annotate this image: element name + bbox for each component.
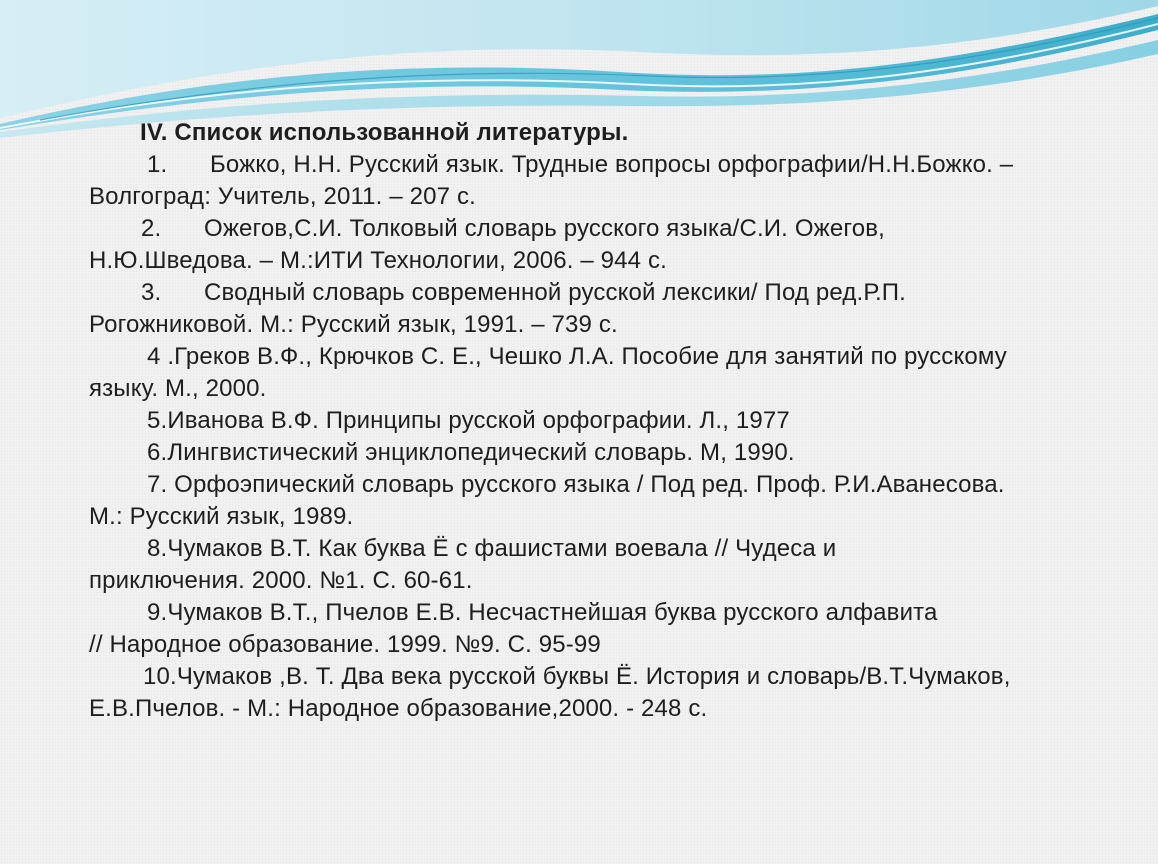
reference-item-1-cont: Волгоград: Учитель, 2011. – 207 с.: [89, 183, 476, 210]
reference-item-8-cont: приключения. 2000. №1. С. 60-61.: [89, 567, 473, 594]
reference-item-7-cont: М.: Русский язык, 1989.: [89, 503, 354, 530]
reference-text: Божко, Н.Н. Русский язык. Трудные вопросы орфографии/Н.Н.Божко. –: [210, 151, 1014, 178]
reference-text: Ожегов,С.И. Толковый словарь русского языка/С.И. Ожегов,: [204, 215, 885, 242]
reference-item-1: [147, 149, 1013, 181]
reference-item-10-cont: Е.В.Пчелов. - М.: Народное образование,2000. - 248 с.: [89, 695, 708, 722]
reference-item-9: 9.Чумаков В.Т., Пчелов Е.В. Несчастнейшая буква русского алфавита: [147, 599, 938, 626]
reference-number: 1.: [147, 151, 168, 178]
reference-item-3: [141, 277, 906, 309]
reference-item-6: 6.Лингвистический энциклопедический словарь. М, 1990.: [147, 439, 795, 466]
reference-item-10: 10.Чумаков ,В. Т. Два века русской буквы Ё. История и словарь/В.Т.Чумаков,: [143, 663, 1011, 690]
reference-number: 3.: [141, 279, 162, 306]
reference-item-9-cont: // Народное образование. 1999. №9. С. 95-99: [89, 631, 601, 658]
reference-item-8: 8.Чумаков В.Т. Как буква Ё с фашистами воевала // Чудеса и: [147, 535, 837, 562]
reference-item-5: 5.Иванова В.Ф. Принципы русской орфографии. Л., 1977: [147, 407, 790, 434]
reference-item-2-cont: Н.Ю.Шведова. – М.:ИТИ Технологии, 2006. – 944 с.: [89, 247, 667, 274]
section-heading: IV. Список использованной литературы.: [140, 119, 629, 146]
reference-text: Сводный словарь современной русской лексики/ Под ред.Р.П.: [204, 279, 906, 306]
reference-item-7: 7. Орфоэпический словарь русского языка / Под ред. Проф. Р.И.Аванесова.: [147, 471, 1005, 498]
reference-item-4-cont: языку. М., 2000.: [89, 375, 267, 402]
reference-item-3-cont: Рогожниковой. М.: Русский язык, 1991. – 739 с.: [89, 311, 618, 338]
reference-number: 2.: [141, 215, 162, 242]
reference-item-4: 4 .Греков В.Ф., Крючков С. Е., Чешко Л.А. Пособие для занятий по русскому: [147, 343, 1007, 370]
reference-item-2: [141, 213, 885, 245]
